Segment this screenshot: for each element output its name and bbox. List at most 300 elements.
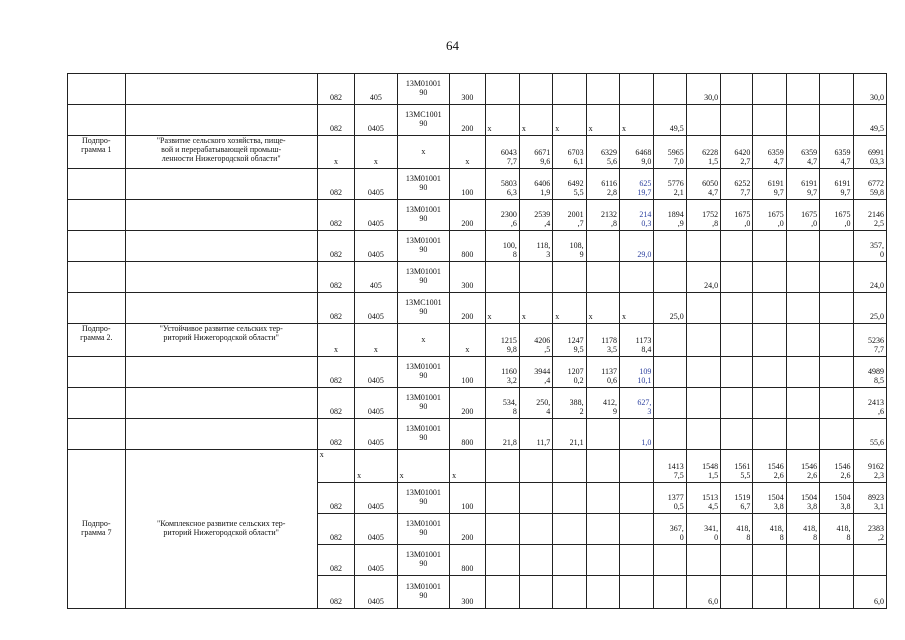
table-cell: 6492 5,5 <box>553 169 586 200</box>
table-cell <box>519 483 552 514</box>
table-cell: 082 <box>317 483 354 514</box>
table-cell <box>820 357 853 388</box>
table-cell: 1,0 <box>619 419 653 450</box>
table-cell: 2413 ,6 <box>853 388 887 419</box>
table-cell: 2300 ,6 <box>485 200 519 231</box>
table-cell: 418, 8 <box>820 514 853 545</box>
table-cell <box>68 200 126 231</box>
table-cell: 6359 4,7 <box>820 136 853 169</box>
table-cell <box>753 74 786 105</box>
table-row <box>68 262 887 293</box>
table-cell <box>553 545 586 576</box>
table-cell <box>125 169 317 200</box>
table-cell: 357, 0 <box>853 231 887 262</box>
table-cell: 082 <box>317 514 354 545</box>
table-cell <box>654 324 686 357</box>
table-cell: 082 <box>317 576 354 609</box>
table-cell: 1247 9,5 <box>553 324 586 357</box>
table-cell: 0405 <box>355 576 397 609</box>
table-cell: 341, 0 <box>686 514 720 545</box>
table-cell <box>654 357 686 388</box>
table-cell <box>619 514 653 545</box>
table-cell <box>619 545 653 576</box>
table-row <box>68 388 887 419</box>
table-cell: 082 <box>317 388 354 419</box>
table-cell: x <box>397 450 450 483</box>
table-cell <box>753 324 786 357</box>
table-cell <box>820 576 853 609</box>
table-cell <box>721 262 753 293</box>
table-cell <box>654 388 686 419</box>
table-cell: 8923 3,1 <box>853 483 887 514</box>
table-cell: 418, 8 <box>753 514 786 545</box>
table-cell: 100 <box>450 483 485 514</box>
table-cell <box>586 576 619 609</box>
table-cell: 0405 <box>355 545 397 576</box>
table-cell <box>125 200 317 231</box>
table-cell: 29,0 <box>619 231 653 262</box>
table-cell <box>519 545 552 576</box>
table-cell <box>686 293 720 324</box>
table-cell: 5236 7,7 <box>853 324 887 357</box>
table-cell: 6468 9,0 <box>619 136 653 169</box>
table-cell <box>68 74 126 105</box>
table-cell: 0405 <box>355 200 397 231</box>
table-cell: 300 <box>450 262 485 293</box>
table-cell <box>686 324 720 357</box>
table-cell <box>553 514 586 545</box>
table-cell <box>753 357 786 388</box>
table-cell <box>753 388 786 419</box>
table-row <box>68 324 887 357</box>
table-cell <box>753 545 786 576</box>
table-cell: 49,5 <box>853 105 887 136</box>
table-cell: 4989 8,5 <box>853 357 887 388</box>
table-cell <box>786 231 819 262</box>
table-cell: Подпро- грамма 1 <box>68 136 126 169</box>
table-cell <box>721 293 753 324</box>
table-cell: 405 <box>355 74 397 105</box>
table-cell <box>586 419 619 450</box>
table-cell <box>820 324 853 357</box>
table-cell: 082 <box>317 74 354 105</box>
table-cell: 6991 03,3 <box>853 136 887 169</box>
table-cell: 108, 9 <box>553 231 586 262</box>
table-cell: 6228 1,5 <box>686 136 720 169</box>
table-cell <box>786 293 819 324</box>
table-cell <box>753 231 786 262</box>
table-cell <box>586 74 619 105</box>
table-cell: 13М01001 90 <box>397 74 450 105</box>
table-cell: 21,1 <box>553 419 586 450</box>
table-cell: 625 19,7 <box>619 169 653 200</box>
table-cell: x <box>553 105 586 136</box>
table-cell: 4206 ,5 <box>519 324 552 357</box>
table-cell <box>686 105 720 136</box>
table-cell <box>786 388 819 419</box>
table-cell: x <box>450 324 485 357</box>
table-cell: 5803 6,3 <box>485 169 519 200</box>
table-cell: 13М01001 90 <box>397 231 450 262</box>
table-cell <box>721 231 753 262</box>
table-cell <box>654 231 686 262</box>
table-cell: 200 <box>450 514 485 545</box>
table-cell: 367, 0 <box>654 514 686 545</box>
table-cell <box>68 262 126 293</box>
table-cell <box>820 388 853 419</box>
table-cell: 5965 7,0 <box>654 136 686 169</box>
table-cell <box>619 262 653 293</box>
table-cell: x <box>485 293 519 324</box>
table-cell <box>820 262 853 293</box>
table-cell: 082 <box>317 200 354 231</box>
table-cell: x <box>619 293 653 324</box>
table-cell: 13М01001 90 <box>397 483 450 514</box>
table-cell: x <box>485 105 519 136</box>
table-cell <box>686 545 720 576</box>
table-cell <box>519 514 552 545</box>
table-cell <box>721 105 753 136</box>
table-cell <box>753 293 786 324</box>
table-cell <box>68 388 126 419</box>
table-cell: x <box>355 450 397 483</box>
table-cell: 082 <box>317 545 354 576</box>
table-cell: 2146 2,5 <box>853 200 887 231</box>
table-cell <box>786 357 819 388</box>
table-cell: x <box>355 136 397 169</box>
table-cell: 800 <box>450 419 485 450</box>
table-cell: x <box>553 293 586 324</box>
table-cell <box>553 483 586 514</box>
table-cell <box>820 419 853 450</box>
table-cell: 6,0 <box>686 576 720 609</box>
table-cell <box>820 74 853 105</box>
table-cell: 412, 9 <box>586 388 619 419</box>
table-cell <box>586 545 619 576</box>
table-cell <box>820 231 853 262</box>
table-cell <box>786 324 819 357</box>
table-cell <box>820 545 853 576</box>
table-cell <box>786 105 819 136</box>
table-cell: 6116 2,8 <box>586 169 619 200</box>
table-cell <box>125 357 317 388</box>
table-cell: 25,0 <box>654 293 686 324</box>
table-cell: 082 <box>317 293 354 324</box>
table-cell: 200 <box>450 293 485 324</box>
table-cell <box>686 357 720 388</box>
table-cell <box>125 293 317 324</box>
table-cell <box>485 450 519 483</box>
table-cell <box>820 105 853 136</box>
budget-table <box>67 73 887 609</box>
table-cell <box>786 419 819 450</box>
table-cell: 214 0,3 <box>619 200 653 231</box>
table-cell: Подпро- грамма 2. <box>68 324 126 357</box>
table-cell: 6043 7,7 <box>485 136 519 169</box>
table-cell: x <box>317 136 354 169</box>
table-cell <box>721 357 753 388</box>
table-cell <box>753 262 786 293</box>
table-cell: 1561 5,5 <box>721 450 753 483</box>
table-cell: 6191 9,7 <box>820 169 853 200</box>
table-cell: 082 <box>317 419 354 450</box>
table-cell: 1178 3,5 <box>586 324 619 357</box>
table-cell: x <box>317 324 354 357</box>
table-cell: 300 <box>450 576 485 609</box>
table-cell: 2539 ,4 <box>519 200 552 231</box>
table-cell: 49,5 <box>654 105 686 136</box>
table-cell <box>68 293 126 324</box>
table-cell: 13М01001 90 <box>397 388 450 419</box>
table-row <box>68 136 887 169</box>
table-cell: 1675 ,0 <box>786 200 819 231</box>
table-cell: 1137 0,6 <box>586 357 619 388</box>
table-cell: 1215 9,8 <box>485 324 519 357</box>
table-cell: 1752 ,8 <box>686 200 720 231</box>
table-cell: 1377 0,5 <box>654 483 686 514</box>
table-cell: 1675 ,0 <box>820 200 853 231</box>
table-cell: 100 <box>450 357 485 388</box>
table-cell <box>68 231 126 262</box>
table-cell: 082 <box>317 357 354 388</box>
table-cell <box>753 105 786 136</box>
table-cell <box>485 483 519 514</box>
table-cell <box>654 74 686 105</box>
table-cell: 200 <box>450 200 485 231</box>
table-cell <box>519 450 552 483</box>
table-cell: 0405 <box>355 169 397 200</box>
table-cell: 13М01001 90 <box>397 169 450 200</box>
table-cell <box>125 388 317 419</box>
table-cell <box>654 262 686 293</box>
table-cell: 1173 8,4 <box>619 324 653 357</box>
table-cell <box>786 576 819 609</box>
table-cell <box>586 450 619 483</box>
table-cell: 24,0 <box>853 262 887 293</box>
table-cell <box>519 74 552 105</box>
table-cell: 25,0 <box>853 293 887 324</box>
table-cell: 082 <box>317 105 354 136</box>
table-cell: x <box>450 136 485 169</box>
table-cell: x <box>519 293 552 324</box>
table-cell <box>619 450 653 483</box>
table-cell: "Развитие сельского хозяйства, пище- вой и перерабатывающей промыш- ленности Нижегородской области" <box>125 136 317 169</box>
table-cell: 800 <box>450 231 485 262</box>
table-cell <box>485 74 519 105</box>
table-cell <box>553 262 586 293</box>
table-cell: 0405 <box>355 419 397 450</box>
table-row <box>68 105 887 136</box>
table-cell: 13МС1001 90 <box>397 293 450 324</box>
table-cell <box>721 576 753 609</box>
table-cell <box>686 231 720 262</box>
table-cell: 082 <box>317 169 354 200</box>
table-cell <box>125 74 317 105</box>
table-cell: 1160 3,2 <box>485 357 519 388</box>
table-cell <box>619 483 653 514</box>
table-cell <box>753 576 786 609</box>
table-row <box>68 450 887 483</box>
table-cell: 21,8 <box>485 419 519 450</box>
table-cell: 1894 ,9 <box>654 200 686 231</box>
table-cell: 627, 3 <box>619 388 653 419</box>
table-cell: 6420 2,7 <box>721 136 753 169</box>
table-cell <box>485 576 519 609</box>
table-cell <box>786 545 819 576</box>
table-cell <box>654 545 686 576</box>
table-cell <box>654 576 686 609</box>
table-cell: 418, 8 <box>786 514 819 545</box>
table-cell <box>654 419 686 450</box>
table-cell: 6406 1,9 <box>519 169 552 200</box>
table-cell: 11,7 <box>519 419 552 450</box>
table-row <box>68 293 887 324</box>
table-cell: x <box>586 105 619 136</box>
table-cell: 250, 4 <box>519 388 552 419</box>
table-cell <box>721 324 753 357</box>
table-cell: 13М01001 90 <box>397 357 450 388</box>
table-cell <box>786 262 819 293</box>
table-cell: 0405 <box>355 357 397 388</box>
table-cell: 1504 3,8 <box>820 483 853 514</box>
table-cell <box>586 262 619 293</box>
table-cell: 6050 4,7 <box>686 169 720 200</box>
table-cell <box>619 74 653 105</box>
table-cell <box>553 74 586 105</box>
page-number: 64 <box>446 38 459 53</box>
table-cell: 1548 1,5 <box>686 450 720 483</box>
table-cell: 13МС1001 90 <box>397 105 450 136</box>
table-cell <box>721 74 753 105</box>
table-cell: 082 <box>317 231 354 262</box>
table-cell <box>721 545 753 576</box>
table-cell <box>753 419 786 450</box>
table-cell <box>553 450 586 483</box>
table-cell: 30,0 <box>686 74 720 105</box>
table-cell: 0405 <box>355 231 397 262</box>
table-cell: 55,6 <box>853 419 887 450</box>
table-cell: 200 <box>450 388 485 419</box>
table-cell: 1546 2,6 <box>786 450 819 483</box>
table-cell: 418, 8 <box>721 514 753 545</box>
table-cell: 6,0 <box>853 576 887 609</box>
table-cell: 6252 7,7 <box>721 169 753 200</box>
table-row <box>68 419 887 450</box>
table-cell <box>786 74 819 105</box>
table-cell <box>485 545 519 576</box>
table-row <box>68 357 887 388</box>
table-cell <box>820 293 853 324</box>
subprogram-description: "Комплексное развитие сельских тер- риторий Нижегородской области" <box>125 450 317 609</box>
table-cell: 13М01001 90 <box>397 262 450 293</box>
table-cell: 388, 2 <box>553 388 586 419</box>
table-cell: x <box>450 450 485 483</box>
table-cell <box>125 419 317 450</box>
table-cell: 534, 8 <box>485 388 519 419</box>
table-cell: 1207 0,2 <box>553 357 586 388</box>
table-cell <box>68 357 126 388</box>
table-cell <box>125 231 317 262</box>
table-cell: 3944 ,4 <box>519 357 552 388</box>
table-cell <box>68 419 126 450</box>
table-cell: 0405 <box>355 388 397 419</box>
table-cell: 1413 7,5 <box>654 450 686 483</box>
table-cell: 6329 5,6 <box>586 136 619 169</box>
table-cell <box>619 576 653 609</box>
table-cell: 1504 3,8 <box>786 483 819 514</box>
table-cell: 1504 3,8 <box>753 483 786 514</box>
table-cell: 13М01001 90 <box>397 576 450 609</box>
table-cell: 30,0 <box>853 74 887 105</box>
table-cell: 0405 <box>355 105 397 136</box>
table-cell: x <box>397 136 450 169</box>
table-cell: 6191 9,7 <box>753 169 786 200</box>
table-cell: x <box>519 105 552 136</box>
table-cell: 100 <box>450 169 485 200</box>
table-cell <box>68 105 126 136</box>
table-cell <box>125 105 317 136</box>
table-cell: 1546 2,6 <box>820 450 853 483</box>
table-cell <box>721 388 753 419</box>
table-cell: 100, 8 <box>485 231 519 262</box>
table-cell: 1675 ,0 <box>753 200 786 231</box>
table-cell: x <box>619 105 653 136</box>
table-cell: 800 <box>450 545 485 576</box>
table-cell <box>686 419 720 450</box>
table-cell: 6671 9,6 <box>519 136 552 169</box>
table-cell <box>485 514 519 545</box>
table-cell: 13М01001 90 <box>397 545 450 576</box>
table-cell: 405 <box>355 262 397 293</box>
table-row <box>68 200 887 231</box>
table-cell: 6359 4,7 <box>786 136 819 169</box>
table-cell <box>721 419 753 450</box>
table-cell: 2383 ,2 <box>853 514 887 545</box>
table-cell: 200 <box>450 105 485 136</box>
table-cell: 1546 2,6 <box>753 450 786 483</box>
table-row <box>68 74 887 105</box>
table-cell: 13М01001 90 <box>397 419 450 450</box>
table-cell: 082 <box>317 262 354 293</box>
table-cell: x <box>586 293 619 324</box>
table-cell: 2132 ,8 <box>586 200 619 231</box>
table-cell <box>485 262 519 293</box>
table-cell <box>586 514 619 545</box>
table-cell <box>519 262 552 293</box>
table-cell: "Устойчивое развитие сельских тер- риторий Нижегородской области" <box>125 324 317 357</box>
table-cell: 6703 6,1 <box>553 136 586 169</box>
table-cell: 13М01001 90 <box>397 200 450 231</box>
table-cell: x <box>397 324 450 357</box>
table-cell: 109 10,1 <box>619 357 653 388</box>
subprogram-name: Подпро- грамма 7 <box>68 450 126 609</box>
table-cell: 6772 59,8 <box>853 169 887 200</box>
table-cell: 118, 3 <box>519 231 552 262</box>
table-cell <box>519 576 552 609</box>
table-cell: 1513 4,5 <box>686 483 720 514</box>
table-cell: 24,0 <box>686 262 720 293</box>
table-cell: x <box>317 450 354 483</box>
table-cell: 13М01001 90 <box>397 514 450 545</box>
table-cell: 0405 <box>355 293 397 324</box>
table-cell <box>553 576 586 609</box>
table-cell: 6191 9,7 <box>786 169 819 200</box>
table-cell: x <box>355 324 397 357</box>
table-cell <box>686 388 720 419</box>
table-cell: 1675 ,0 <box>721 200 753 231</box>
table-cell: 9162 2,3 <box>853 450 887 483</box>
table-cell: 1519 6,7 <box>721 483 753 514</box>
